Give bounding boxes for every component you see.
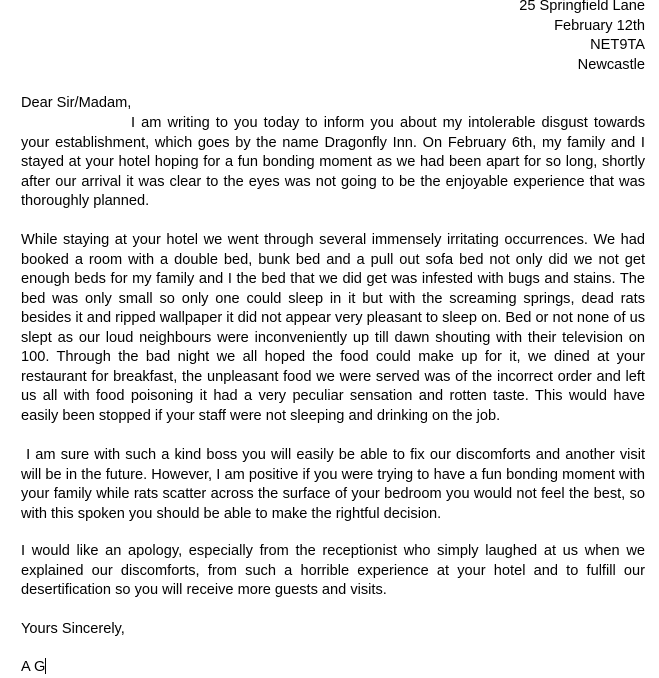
sender-address-block <box>519 0 645 75</box>
address-postcode: NET9TA <box>590 37 645 53</box>
text-cursor <box>45 658 46 674</box>
closing: Yours Sincerely, <box>21 621 125 637</box>
paragraph-complaints: While staying at your hotel we went through several immensely irritating occurrences. We had booked a room with a double bed, bunk bed and a pull out sofa bed not only did we not get enough beds for my family and I the bed that we did get was infested with bugs and stains. The bed was only small so only one could sleep in it but with the screaming springs, dead rats besides it and ripped wallpaper it did not appear very pleasant to sleep on. Bed or not none of us slept as our loud neighbours were inconveniently up till dawn shouting with their television on 100. Through the bad night we all hoped the food could make up for it, we dined at your restaurant for breakfast, the unpleasant food we were served was of the incorrect order and left us all with food poisoning it had a very peculiar sensation and rotten taste. This would have easily been stopped if your staff were not sleeping and drinking on the job. <box>21 232 645 424</box>
paragraph-introduction-text: I am writing to you today to inform you about my intolerable disgust towards your establishment, which goes by the name Dragonfly Inn. On February 6th, my family and I stayed at your hotel hoping for a fun bonding moment as we had been apart for so long, shortly after our arrival it was clear to the eyes was not going to be the enjoyable experience that was thoroughly planned. <box>21 115 645 209</box>
address-city: Newcastle <box>577 56 645 73</box>
paragraph-request: I would like an apology, especially from the receptionist who simply laughed at us when we explained our discomforts, from such a horrible experience at your hotel and to fulfill our desertification so you will receive more guests and visits. <box>21 543 645 598</box>
signature: A G <box>21 659 46 675</box>
address-street: 25 Springfield Lane <box>519 0 645 14</box>
letter-date: February 12th <box>554 17 645 34</box>
paragraph-resolution: I am sure with such a kind boss you will easily be able to fix our discomforts and another visit will be in the future. However, I am positive if you were trying to have a fun bonding moment with your family while rats scatter across the surface of your bedroom you would not feel the best, so with this spoken you should be able to make the rightful decision. <box>21 447 650 522</box>
salutation: Dear Sir/Madam, <box>21 95 132 111</box>
paragraph-introduction <box>21 114 645 212</box>
